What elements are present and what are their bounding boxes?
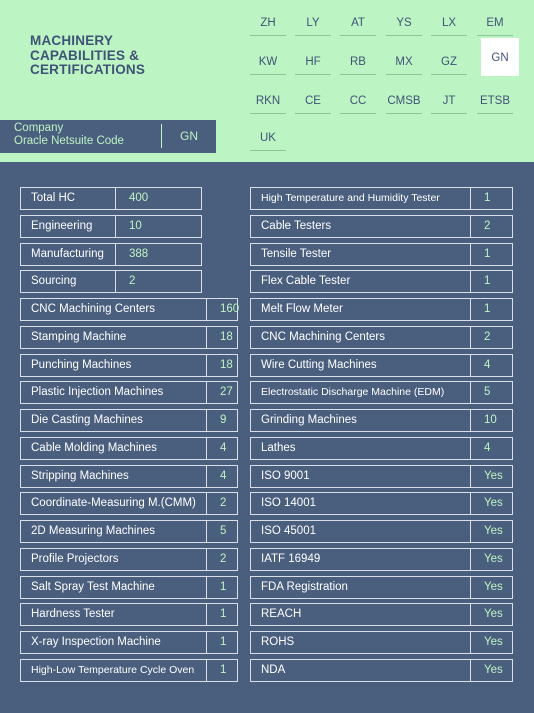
- table-row: [20, 298, 238, 321]
- row-label: Salt Spray Test Machine: [21, 577, 207, 598]
- table-row: [250, 354, 513, 377]
- table-row: [20, 465, 238, 488]
- row-value: 9: [220, 414, 227, 426]
- table-row: [250, 576, 513, 599]
- table-row: [250, 659, 513, 682]
- row-label: Wire Cutting Machines: [251, 355, 471, 376]
- row-label: Cable Molding Machines: [21, 438, 207, 459]
- table-row: [20, 603, 238, 626]
- row-value: 2: [220, 552, 227, 565]
- row-label: ROHS: [251, 632, 471, 653]
- code-ce[interactable]: CE: [295, 84, 331, 114]
- table-row: [250, 187, 513, 210]
- title-line: MACHINERY: [30, 33, 114, 48]
- row-value: 18: [220, 358, 233, 371]
- code-em[interactable]: EM: [477, 6, 513, 36]
- row-value: Yes: [484, 497, 503, 510]
- row-label: Engineering: [21, 216, 116, 237]
- row-value: 1: [220, 636, 227, 648]
- row-value: Yes: [484, 552, 503, 565]
- row-value: 2: [484, 330, 491, 343]
- row-value: Yes: [484, 663, 503, 676]
- table-row: [20, 437, 238, 460]
- row-label: Profile Projectors: [21, 549, 207, 570]
- row-value: 1: [220, 580, 227, 593]
- row-value: 10: [484, 414, 497, 426]
- row-label: CNC Machining Centers: [21, 299, 207, 320]
- row-label: FDA Registration: [251, 577, 471, 598]
- code-mx[interactable]: MX: [386, 45, 422, 75]
- table-row: [250, 326, 513, 349]
- title-line: CAPABILITIES &: [30, 47, 140, 63]
- row-label: Cable Testers: [251, 216, 471, 237]
- row-label: Stripping Machines: [21, 466, 207, 487]
- table-row: [250, 437, 513, 460]
- row-label: Manufacturing: [21, 244, 116, 265]
- table-row: [20, 576, 238, 599]
- row-value: 160: [220, 303, 240, 315]
- table-row: [250, 215, 513, 238]
- row-label: Stamping Machine: [21, 327, 207, 348]
- row-value: 18: [220, 330, 233, 343]
- company-code-bar: [0, 120, 216, 153]
- row-value: Yes: [484, 636, 503, 648]
- row-label: NDA: [251, 660, 471, 681]
- row-label: Coordinate-Measuring M.(CMM): [21, 493, 207, 514]
- company-code-value: GN: [180, 129, 198, 143]
- row-label: ISO 45001: [251, 521, 471, 542]
- code-etsb[interactable]: ETSB: [477, 84, 513, 114]
- row-label: Plastic Injection Machines: [21, 382, 207, 403]
- table-row: [250, 492, 513, 515]
- row-value: 5: [220, 525, 227, 537]
- table-row: [250, 520, 513, 543]
- row-value: 2: [129, 275, 136, 288]
- row-value: 1: [220, 608, 227, 621]
- code-jt[interactable]: JT: [431, 84, 467, 114]
- table-row: [20, 548, 238, 571]
- table-row: [20, 409, 238, 432]
- row-label: Die Casting Machines: [21, 410, 207, 431]
- row-label: Lathes: [251, 438, 471, 459]
- row-label: X-ray Inspection Machine: [21, 632, 207, 653]
- table-row: [20, 215, 202, 238]
- row-label: Flex Cable Tester: [251, 271, 471, 292]
- table-row: [20, 492, 238, 515]
- row-value: 1: [484, 275, 491, 288]
- table-row: [250, 381, 513, 404]
- row-value: 400: [129, 192, 149, 204]
- row-value: 4: [484, 358, 491, 371]
- code-cc[interactable]: CC: [340, 84, 376, 114]
- row-value: Yes: [484, 525, 503, 537]
- row-label: High-Low Temperature Cycle Oven: [21, 660, 207, 681]
- row-value: 4: [220, 441, 227, 454]
- row-value: 1: [484, 247, 491, 260]
- code-uk[interactable]: UK: [250, 121, 286, 151]
- code-lx[interactable]: LX: [431, 6, 467, 36]
- code-gz[interactable]: GZ: [431, 45, 467, 75]
- row-label: IATF 16949: [251, 549, 471, 570]
- row-label: ISO 9001: [251, 466, 471, 487]
- row-value: 2: [220, 497, 227, 510]
- table-row: [20, 631, 238, 654]
- row-label: Sourcing: [21, 271, 116, 292]
- row-label: High Temperature and Humidity Tester: [251, 188, 471, 209]
- code-ys[interactable]: YS: [386, 6, 422, 36]
- table-row: [20, 381, 238, 404]
- header-panel: [0, 0, 534, 162]
- code-hf[interactable]: HF: [295, 45, 331, 75]
- code-cmsb[interactable]: CMSB: [386, 84, 422, 114]
- row-label: Grinding Machines: [251, 410, 471, 431]
- row-label: Punching Machines: [21, 355, 207, 376]
- table-row: [20, 270, 202, 293]
- row-value: 2: [484, 219, 491, 232]
- row-label: ISO 14001: [251, 493, 471, 514]
- row-value: 1: [484, 192, 491, 204]
- row-label: CNC Machining Centers: [251, 327, 471, 348]
- table-row: [250, 603, 513, 626]
- row-value: Yes: [484, 608, 503, 621]
- table-row: [250, 631, 513, 654]
- row-label: Melt Flow Meter: [251, 299, 471, 320]
- table-row: [20, 326, 238, 349]
- row-value: Yes: [484, 580, 503, 593]
- table-row: [250, 465, 513, 488]
- page-title: [30, 34, 200, 78]
- row-label: Tensile Tester: [251, 244, 471, 265]
- row-label: Electrostatic Discharge Machine (EDM): [251, 382, 471, 403]
- table-row: [250, 243, 513, 266]
- table-row: [250, 409, 513, 432]
- row-value: 27: [220, 386, 233, 399]
- row-value: Yes: [484, 469, 503, 482]
- code-at[interactable]: AT: [340, 6, 376, 36]
- row-value: 4: [484, 441, 491, 454]
- row-value: 10: [129, 219, 142, 232]
- capabilities-panel: [0, 162, 534, 713]
- table-row: [20, 354, 238, 377]
- row-label: Total HC: [21, 188, 116, 209]
- row-value: 4: [220, 469, 227, 482]
- code-ly[interactable]: LY: [295, 6, 331, 36]
- company-code-label: Company Oracle Netsuite Code: [14, 122, 124, 147]
- code-gn[interactable]: GN: [481, 38, 519, 76]
- table-row: [250, 298, 513, 321]
- code-kw[interactable]: KW: [250, 45, 286, 75]
- row-value: 1: [484, 303, 491, 315]
- table-row: [250, 270, 513, 293]
- code-rb[interactable]: RB: [340, 45, 376, 75]
- row-label: REACH: [251, 604, 471, 625]
- table-row: [250, 548, 513, 571]
- table-row: [20, 187, 202, 210]
- table-row: [20, 243, 202, 266]
- title-line: CERTIFICATIONS: [30, 62, 146, 77]
- row-label: 2D Measuring Machines: [21, 521, 207, 542]
- row-label: Hardness Tester: [21, 604, 207, 625]
- row-value: 5: [484, 386, 491, 399]
- row-value: 388: [129, 247, 149, 260]
- table-row: [20, 520, 238, 543]
- code-rkn[interactable]: RKN: [250, 84, 286, 114]
- code-zh[interactable]: ZH: [250, 6, 286, 36]
- row-value: 1: [220, 663, 227, 676]
- table-row: [20, 659, 238, 682]
